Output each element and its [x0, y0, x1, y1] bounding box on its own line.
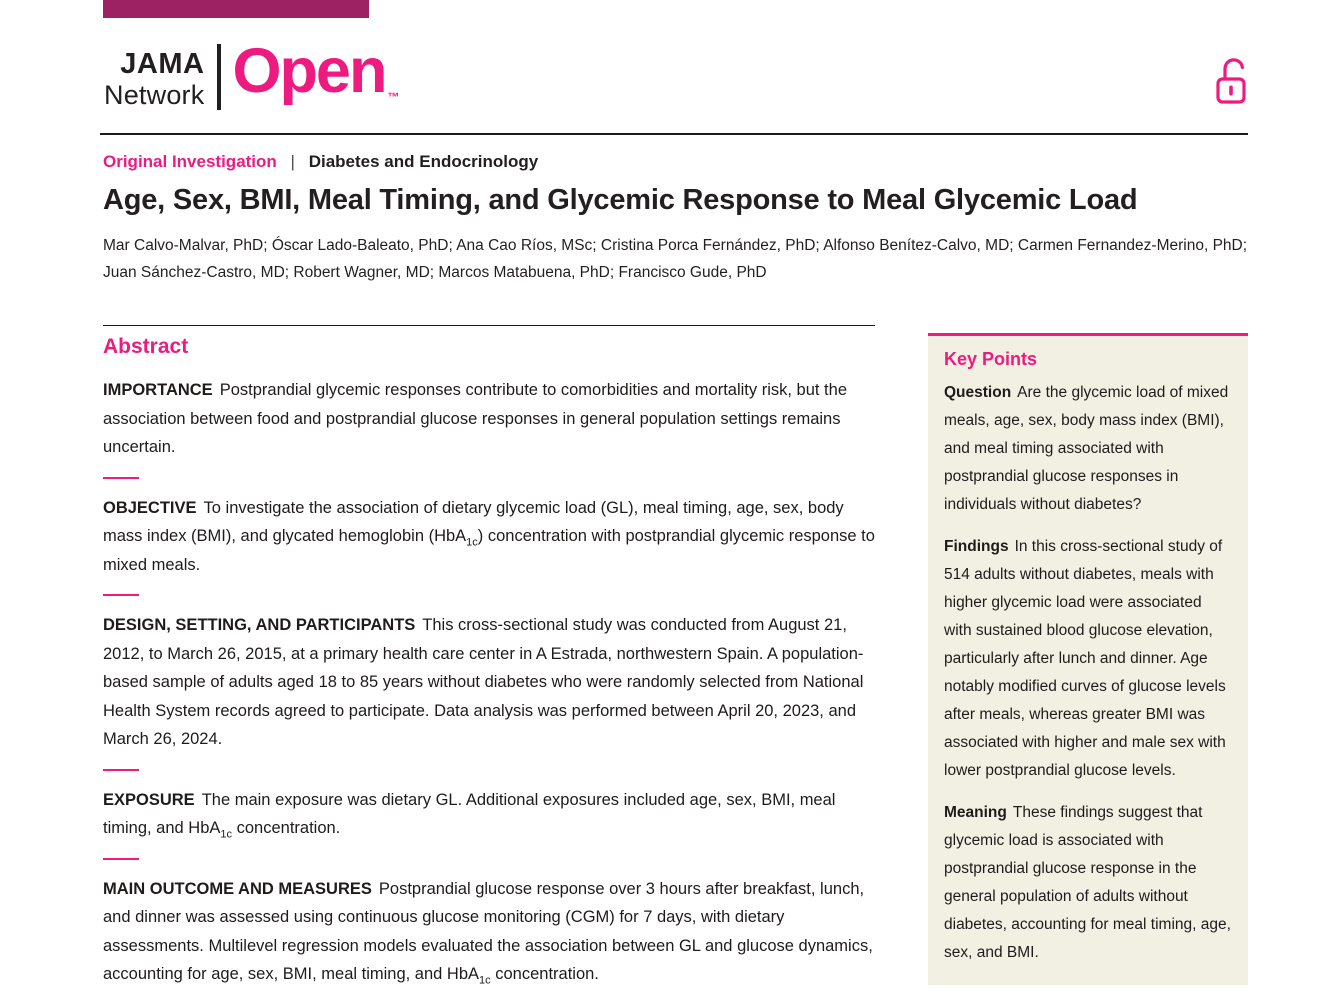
logo-network-text: Network: [104, 80, 205, 110]
section-divider: [103, 477, 139, 479]
importance-label: IMPORTANCE: [103, 381, 213, 399]
key-points-heading: Key Points: [944, 349, 1038, 369]
question-text: Are the glycemic load of mixed meals, age, sex, body mass index (BMI), and meal timing associated with postprandial glucose responses in individuals without diabetes?: [944, 384, 1229, 513]
section-divider: [103, 594, 139, 596]
objective-text: To investigate the association of dietary glycemic load (GL), meal timing, age, sex, body mass index (BMI), and glycated hemoglobin (HbA: [103, 498, 844, 545]
design-text: This cross-sectional study was conducted from August 21, 2012, to March 26, 2015, at a primary health care center in A Estrada, northwestern Spain. A population-based sample of adults aged 18 to 85 years without diabetes who were randomly selected from National Health System records agreed to participate. Data analysis was performed between April 20, 2023, and March 26, 2024.: [103, 616, 864, 748]
meaning-text: These findings suggest that glycemic load is associated with postprandial glucose response in the general population of adults without diabetes, accounting for meal timing, age, sex, and BMI.: [944, 804, 1231, 961]
abstract-column: [103, 325, 875, 989]
design-label: DESIGN, SETTING, AND PARTICIPANTS: [103, 616, 416, 634]
abstract-heading: Abstract: [103, 335, 189, 358]
logo-divider-bar: [217, 44, 221, 110]
question-label: Question: [944, 384, 1012, 401]
section-divider: [103, 858, 139, 860]
article-header: [103, 152, 1248, 286]
findings-text: In this cross-sectional study of 514 adults without diabetes, meals with higher glycemic load were associated with sustained blood glucose elevation, particularly after lunch and dinner. Age notably modified curves of glucose levels after meals, whereas greater BMI was associated with higher and male sex with lower postprandial glucose levels.: [944, 538, 1226, 779]
exposure-text-cont: concentration.: [232, 819, 341, 837]
abstract-outcomes: [103, 875, 875, 989]
logo-jama-text: JAMA: [120, 48, 205, 80]
content-columns: [103, 325, 1248, 989]
objective-text-cont: ) concentration with postprandial glycemic response to mixed meals.: [103, 527, 875, 574]
article-title: Age, Sex, BMI, Meal Timing, and Glycemic Response to Meal Glycemic Load: [103, 184, 1138, 216]
kicker-separator: |: [290, 152, 295, 171]
jama-network-open-logo: [104, 36, 400, 110]
outcomes-label: MAIN OUTCOME AND MEASURES: [103, 879, 372, 898]
hba1c-subscript: 1c: [479, 974, 491, 987]
importance-text: Postprandial glycemic responses contribute to comorbidities and mortality risk, but the association between food and postprandial glucose responses in general population settings remains uncertain.: [103, 381, 847, 456]
brand-topbar: [103, 0, 369, 18]
abstract-objective: [103, 494, 875, 580]
section-divider: [103, 769, 139, 771]
key-points-meaning: [944, 799, 1232, 967]
key-points-column: [928, 333, 1248, 985]
key-points-box: [928, 333, 1248, 985]
kicker-topic: Diabetes and Endocrinology: [308, 152, 539, 171]
hba1c-subscript: 1c: [220, 828, 233, 841]
outcomes-text: Postprandial glucose response over 3 hours after breakfast, lunch, and dinner was assessed using continuous glucose monitoring (CGM) for 7 days, with dietary assessments. Multilevel regression models evaluated the association between GL and glucose dynamics, accounting for age, sex, BMI, meal timing, and HbA: [103, 879, 873, 983]
exposure-label: EXPOSURE: [103, 790, 195, 809]
header-rule: [100, 133, 1248, 135]
author-line-1: Mar Calvo-Malvar, PhD; Óscar Lado-Baleato, PhD; Ana Cao Ríos, MSc; Cristina Porca Fernández, PhD; Alfonso Benítez-Calvo, MD; Carmen Fernandez-Merino, PhD;: [103, 237, 1248, 254]
abstract-design: [103, 611, 875, 754]
article-kicker: [103, 152, 1248, 172]
open-access-lock-icon: [1212, 54, 1250, 111]
jama-network-wordmark: [104, 44, 204, 109]
hba1c-subscript: 1c: [466, 536, 478, 549]
outcomes-text-cont: concentration.: [490, 965, 599, 983]
author-list: [103, 232, 1248, 286]
abstract-importance: [103, 376, 875, 462]
logo-trademark: ™: [387, 90, 400, 104]
exposure-text: The main exposure was dietary GL. Additional exposures included age, sex, BMI, meal timing, and HbA: [103, 790, 836, 837]
meaning-label: Meaning: [944, 804, 1007, 821]
key-points-question: [944, 379, 1232, 519]
findings-label: Findings: [944, 538, 1009, 555]
abstract-exposure: [103, 786, 875, 843]
logo-open-text: Open: [232, 36, 386, 106]
key-points-findings: [944, 533, 1232, 785]
kicker-category: Original Investigation: [103, 152, 277, 171]
objective-label: OBJECTIVE: [103, 498, 197, 517]
author-line-2: Juan Sánchez-Castro, MD; Robert Wagner, MD; Marcos Matabuena, PhD; Francisco Gude, PhD: [103, 264, 767, 281]
